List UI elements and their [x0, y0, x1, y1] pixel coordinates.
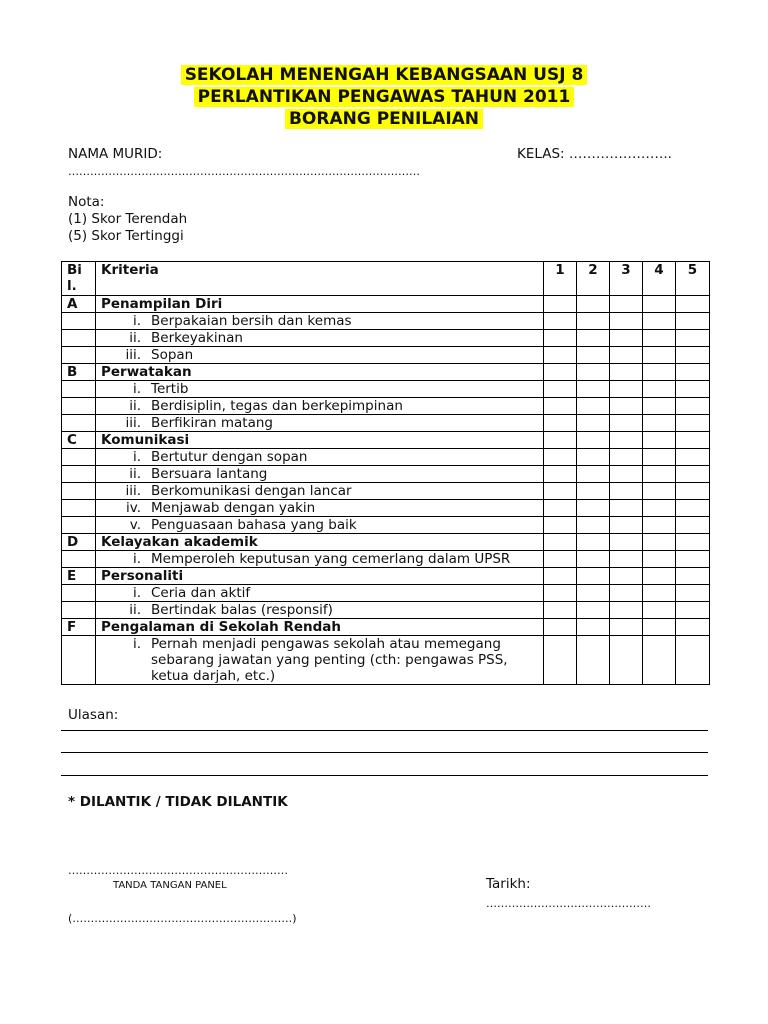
bil-cell [62, 381, 96, 398]
score-cell-1[interactable] [544, 347, 577, 364]
score-cell-4[interactable] [643, 636, 676, 685]
score-cell-3[interactable] [610, 398, 643, 415]
section-letter: A [62, 296, 96, 313]
score-cell-5[interactable] [676, 364, 710, 381]
score-cell-1[interactable] [544, 381, 577, 398]
kelas-field[interactable]: KELAS: ………………….. [517, 146, 672, 162]
bil-cell [62, 500, 96, 517]
criteria-cell [96, 466, 544, 483]
score-cell-2[interactable] [577, 381, 610, 398]
score-cell-5[interactable] [676, 466, 710, 483]
criteria-row [62, 381, 710, 398]
score-cell-2[interactable] [577, 551, 610, 568]
score-cell-2[interactable] [577, 483, 610, 500]
nama-murid-field[interactable]: …………………………………………………………………………………… [68, 165, 420, 178]
criteria-row [62, 347, 710, 364]
criteria-row [62, 585, 710, 602]
criteria-cell [96, 585, 544, 602]
score-cell-5[interactable] [676, 296, 710, 313]
score-cell-3[interactable] [610, 551, 643, 568]
tarikh-label: Tarikh: [486, 876, 531, 892]
score-cell-5[interactable] [676, 449, 710, 466]
score-cell-1[interactable] [544, 313, 577, 330]
score-cell-5[interactable] [676, 483, 710, 500]
ulasan-line-3[interactable] [61, 775, 708, 776]
score-cell-5[interactable] [676, 568, 710, 585]
item-number: i. [132, 551, 141, 567]
score-cell-1[interactable] [544, 364, 577, 381]
score-cell-5[interactable] [676, 415, 710, 432]
section-title: Personaliti [96, 568, 544, 585]
score-cell-4[interactable] [643, 398, 676, 415]
score-cell-2[interactable] [577, 398, 610, 415]
score-cell-1[interactable] [544, 415, 577, 432]
section-letter: C [62, 432, 96, 449]
criteria-row [62, 313, 710, 330]
item-text: Berkomunikasi dengan lancar [151, 483, 352, 499]
item-text: Menjawab dengan yakin [151, 500, 316, 516]
section-title: Pengalaman di Sekolah Rendah [96, 619, 544, 636]
bil-cell [62, 347, 96, 364]
item-text: Berpakaian bersih dan kemas [151, 313, 352, 329]
item-text: Bertindak balas (responsif) [151, 602, 333, 618]
section-letter: D [62, 534, 96, 551]
bil-header: Bi l. [62, 262, 96, 296]
score-cell-3[interactable] [610, 381, 643, 398]
section-row [62, 619, 710, 636]
item-text: Penguasaan bahasa yang baik [151, 517, 357, 533]
ulasan-label: Ulasan: [68, 707, 119, 723]
score-cell-1[interactable] [544, 585, 577, 602]
criteria-cell [96, 551, 544, 568]
score-cell-2[interactable] [577, 449, 610, 466]
score-cell-1[interactable] [544, 551, 577, 568]
score-cell-5[interactable] [676, 381, 710, 398]
score-cell-1[interactable] [544, 398, 577, 415]
score-cell-1[interactable] [544, 296, 577, 313]
criteria-row [62, 517, 710, 534]
score-cell-5[interactable] [676, 432, 710, 449]
score-cell-2[interactable] [577, 432, 610, 449]
bil-cell [62, 551, 96, 568]
score-cell-3[interactable] [610, 347, 643, 364]
score-cell-2[interactable] [577, 466, 610, 483]
score-cell-2[interactable] [577, 296, 610, 313]
score-cell-1[interactable] [544, 483, 577, 500]
score-cell-3[interactable] [610, 313, 643, 330]
item-number: iv. [126, 500, 141, 516]
score-cell-4[interactable] [643, 483, 676, 500]
bil-cell [62, 585, 96, 602]
item-text: Ceria dan aktif [151, 585, 251, 601]
score-cell-2[interactable] [577, 602, 610, 619]
score-cell-4[interactable] [643, 585, 676, 602]
item-number: iii. [125, 415, 141, 431]
nota-title: Nota: [68, 194, 105, 210]
score-cell-5[interactable] [676, 347, 710, 364]
score-cell-1[interactable] [544, 636, 577, 685]
event-title: PERLANTIKAN PENGAWAS TAHUN 2011 [0, 87, 768, 108]
score-cell-2[interactable] [577, 500, 610, 517]
score-cell-4[interactable] [643, 415, 676, 432]
score-cell-5[interactable] [676, 551, 710, 568]
score-cell-2[interactable] [577, 364, 610, 381]
item-text: Berdisiplin, tegas dan berkepimpinan [151, 398, 403, 414]
kriteria-header: Kriteria [96, 262, 544, 296]
score-cell-3[interactable] [610, 449, 643, 466]
score-cell-3[interactable] [610, 415, 643, 432]
score-cell-2[interactable] [577, 415, 610, 432]
score-cell-1[interactable] [544, 466, 577, 483]
section-row [62, 432, 710, 449]
score-header-1: 1 [544, 262, 577, 296]
score-cell-4[interactable] [643, 347, 676, 364]
item-text: Tertib [151, 381, 189, 397]
score-cell-4[interactable] [643, 364, 676, 381]
score-cell-4[interactable] [643, 534, 676, 551]
item-number: ii. [129, 398, 141, 414]
criteria-row [62, 449, 710, 466]
score-cell-4[interactable] [643, 466, 676, 483]
bil-cell [62, 398, 96, 415]
nota-high: (5) Skor Tertinggi [68, 228, 184, 244]
score-cell-1[interactable] [544, 568, 577, 585]
score-header-2: 2 [577, 262, 610, 296]
item-number: i. [132, 585, 141, 601]
score-cell-4[interactable] [643, 296, 676, 313]
score-cell-1[interactable] [544, 619, 577, 636]
criteria-cell [96, 415, 544, 432]
item-text: Sopan [151, 347, 194, 363]
score-cell-4[interactable] [643, 313, 676, 330]
score-cell-3[interactable] [610, 636, 643, 685]
score-cell-4[interactable] [643, 602, 676, 619]
item-number: iii. [125, 483, 141, 499]
signature-name-field[interactable]: (……………………………………………………) [68, 912, 297, 925]
item-number: ii. [129, 602, 141, 618]
criteria-row [62, 636, 710, 685]
score-cell-5[interactable] [676, 636, 710, 685]
score-cell-3[interactable] [610, 517, 643, 534]
criteria-row [62, 602, 710, 619]
criteria-cell [96, 602, 544, 619]
item-text: Memperoleh keputusan yang cemerlang dalam UPSR [151, 551, 511, 567]
score-cell-1[interactable] [544, 330, 577, 347]
section-row [62, 296, 710, 313]
section-title: Kelayakan akademik [96, 534, 544, 551]
ulasan-line-1[interactable] [61, 730, 708, 731]
criteria-row [62, 500, 710, 517]
score-cell-5[interactable] [676, 500, 710, 517]
section-letter: F [62, 619, 96, 636]
score-header-4: 4 [643, 262, 676, 296]
criteria-cell [96, 517, 544, 534]
score-cell-3[interactable] [610, 483, 643, 500]
score-cell-5[interactable] [676, 313, 710, 330]
item-number: i. [132, 636, 141, 652]
criteria-table [61, 261, 710, 685]
score-cell-2[interactable] [577, 585, 610, 602]
score-cell-1[interactable] [544, 449, 577, 466]
score-cell-4[interactable] [643, 432, 676, 449]
item-number: i. [132, 449, 141, 465]
criteria-cell [96, 398, 544, 415]
score-header-3: 3 [610, 262, 643, 296]
score-cell-4[interactable] [643, 568, 676, 585]
score-cell-3[interactable] [610, 296, 643, 313]
item-number: ii. [129, 330, 141, 346]
score-cell-2[interactable] [577, 330, 610, 347]
item-text: Bersuara lantang [151, 466, 268, 482]
score-cell-3[interactable] [610, 602, 643, 619]
score-cell-1[interactable] [544, 500, 577, 517]
bil-cell [62, 466, 96, 483]
item-text: Berkeyakinan [151, 330, 243, 346]
criteria-cell [96, 483, 544, 500]
score-cell-4[interactable] [643, 381, 676, 398]
section-letter: E [62, 568, 96, 585]
item-text: Berfikiran matang [151, 415, 273, 431]
criteria-cell [96, 381, 544, 398]
criteria-cell [96, 347, 544, 364]
section-row [62, 534, 710, 551]
score-header-5: 5 [676, 262, 710, 296]
bil-cell [62, 483, 96, 500]
ulasan-line-2[interactable] [61, 752, 708, 753]
bil-cell [62, 415, 96, 432]
section-row [62, 364, 710, 381]
score-cell-5[interactable] [676, 585, 710, 602]
item-number: i. [132, 381, 141, 397]
bil-cell [62, 517, 96, 534]
score-cell-3[interactable] [610, 330, 643, 347]
nama-murid-label: NAMA MURID: [68, 146, 163, 162]
signature-label: TANDA TANGAN PANEL [113, 880, 227, 891]
score-cell-3[interactable] [610, 432, 643, 449]
score-cell-2[interactable] [577, 313, 610, 330]
score-cell-4[interactable] [643, 500, 676, 517]
score-cell-1[interactable] [544, 517, 577, 534]
score-cell-5[interactable] [676, 330, 710, 347]
criteria-row [62, 551, 710, 568]
school-title: SEKOLAH MENENGAH KEBANGSAAN USJ 8 [0, 65, 768, 86]
item-number: ii. [129, 466, 141, 482]
criteria-row [62, 466, 710, 483]
bil-cell [62, 636, 96, 685]
score-cell-3[interactable] [610, 619, 643, 636]
criteria-row [62, 415, 710, 432]
score-cell-2[interactable] [577, 534, 610, 551]
criteria-cell [96, 330, 544, 347]
criteria-cell [96, 636, 544, 685]
criteria-row [62, 330, 710, 347]
item-number: i. [132, 313, 141, 329]
score-cell-3[interactable] [610, 568, 643, 585]
score-cell-3[interactable] [610, 466, 643, 483]
section-row [62, 568, 710, 585]
score-cell-1[interactable] [544, 432, 577, 449]
score-cell-4[interactable] [643, 517, 676, 534]
score-cell-3[interactable] [610, 500, 643, 517]
score-cell-2[interactable] [577, 568, 610, 585]
score-cell-1[interactable] [544, 602, 577, 619]
score-cell-4[interactable] [643, 551, 676, 568]
decision-text[interactable]: * DILANTIK / TIDAK DILANTIK [68, 794, 288, 810]
score-cell-5[interactable] [676, 602, 710, 619]
section-title: Komunikasi [96, 432, 544, 449]
score-cell-2[interactable] [577, 619, 610, 636]
score-cell-2[interactable] [577, 347, 610, 364]
criteria-cell [96, 449, 544, 466]
tarikh-field[interactable]: ……………………………………… [486, 897, 651, 910]
bil-cell [62, 313, 96, 330]
score-cell-3[interactable] [610, 585, 643, 602]
item-text: Pernah menjadi pengawas sekolah atau memegang sebarang jawatan yang penting (cth: pengawas PSS, ketua darjah, etc.) [151, 636, 508, 684]
score-cell-2[interactable] [577, 636, 610, 685]
criteria-cell [96, 313, 544, 330]
score-cell-2[interactable] [577, 517, 610, 534]
section-title: Penampilan Diri [96, 296, 544, 313]
score-cell-3[interactable] [610, 534, 643, 551]
signature-dots[interactable]: …………………………………………………… [68, 864, 288, 877]
score-cell-5[interactable] [676, 619, 710, 636]
form-title: BORANG PENILAIAN [0, 109, 768, 130]
score-cell-5[interactable] [676, 534, 710, 551]
bil-cell [62, 330, 96, 347]
nota-low: (1) Skor Terendah [68, 211, 188, 227]
criteria-cell [96, 500, 544, 517]
table-header-row [62, 262, 710, 296]
score-cell-4[interactable] [643, 449, 676, 466]
score-cell-5[interactable] [676, 517, 710, 534]
item-number: iii. [125, 347, 141, 363]
score-cell-1[interactable] [544, 534, 577, 551]
bil-cell [62, 602, 96, 619]
score-cell-5[interactable] [676, 398, 710, 415]
section-title: Perwatakan [96, 364, 544, 381]
bil-cell [62, 449, 96, 466]
criteria-row [62, 483, 710, 500]
item-text: Bertutur dengan sopan [151, 449, 308, 465]
item-number: v. [129, 517, 141, 533]
score-cell-4[interactable] [643, 619, 676, 636]
score-cell-4[interactable] [643, 330, 676, 347]
section-letter: B [62, 364, 96, 381]
criteria-row [62, 398, 710, 415]
score-cell-3[interactable] [610, 364, 643, 381]
